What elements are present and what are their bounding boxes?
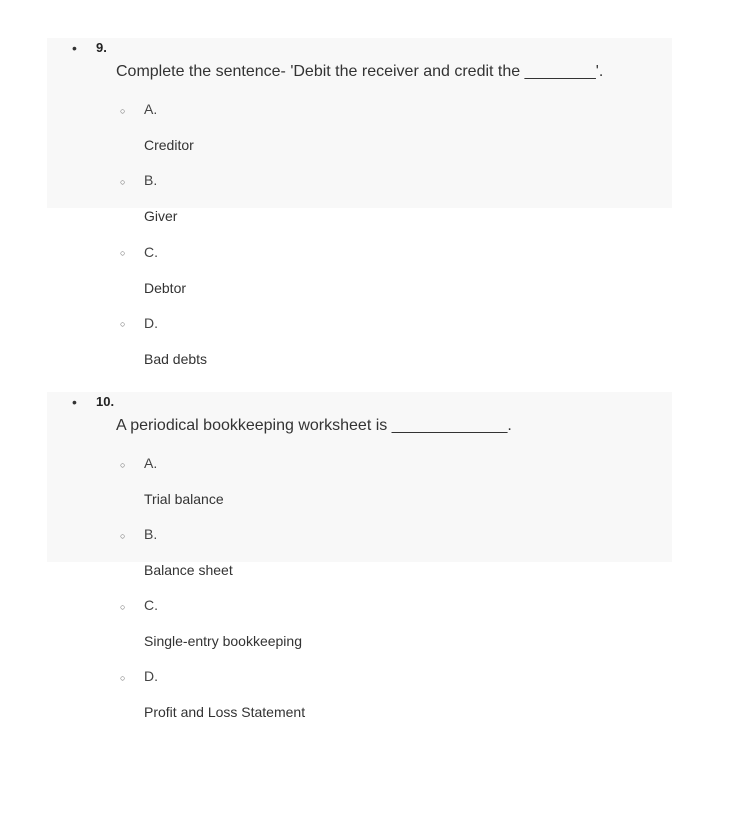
- option-text[interactable]: Single-entry bookkeeping: [144, 633, 302, 649]
- option-text[interactable]: Trial balance: [144, 491, 224, 507]
- option-text[interactable]: Balance sheet: [144, 562, 233, 578]
- option-radio-icon[interactable]: ○: [120, 602, 126, 612]
- option-letter[interactable]: B.: [144, 526, 158, 542]
- option-radio-icon[interactable]: ○: [120, 531, 126, 541]
- option-radio-icon[interactable]: ○: [120, 248, 126, 258]
- option-text[interactable]: Giver: [144, 208, 178, 224]
- question-10-number: 10.: [96, 394, 115, 409]
- option-text[interactable]: Debtor: [144, 280, 187, 296]
- option-text[interactable]: Profit and Loss Statement: [144, 704, 306, 720]
- question-9-bullet: •: [72, 40, 77, 56]
- option-letter[interactable]: D.: [144, 668, 158, 684]
- option-letter[interactable]: C.: [144, 597, 158, 613]
- option-letter[interactable]: B.: [144, 172, 158, 188]
- option-radio-icon[interactable]: ○: [120, 319, 126, 329]
- option-radio-icon[interactable]: ○: [120, 673, 126, 683]
- option-radio-icon[interactable]: ○: [120, 177, 126, 187]
- option-letter[interactable]: A.: [144, 101, 158, 117]
- option-text[interactable]: Creditor: [144, 137, 194, 153]
- option-radio-icon[interactable]: ○: [120, 106, 126, 116]
- question-9-text: Complete the sentence- 'Debit the receiver and credit the ________'.: [116, 63, 604, 80]
- question-9-number: 9.: [96, 40, 107, 55]
- option-letter[interactable]: C.: [144, 244, 158, 260]
- option-radio-icon[interactable]: ○: [120, 460, 126, 470]
- option-letter[interactable]: A.: [144, 455, 158, 471]
- option-text[interactable]: Bad debts: [144, 351, 208, 367]
- option-letter[interactable]: D.: [144, 315, 158, 331]
- question-10-bullet: •: [72, 394, 77, 410]
- question-10-text: A periodical bookkeeping worksheet is _____________.: [116, 417, 512, 434]
